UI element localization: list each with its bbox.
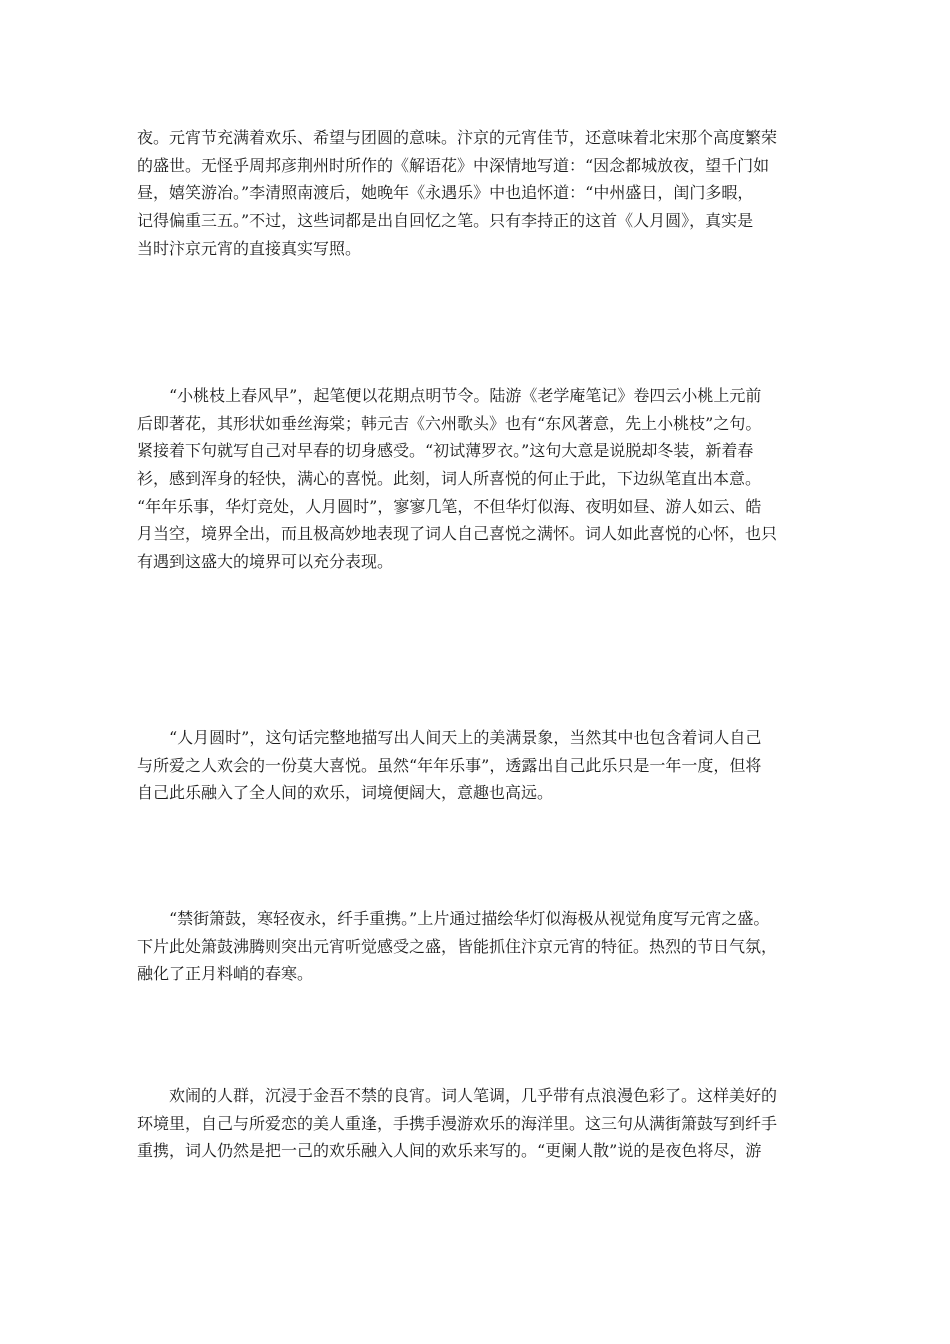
text-line: 重携，词人仍然是把一己的欢乐融入人间的欢乐来写的。“更阑人散”说的是夜色将尽，游 (137, 1141, 762, 1161)
text-line: 记得偏重三五。”不过，这些词都是出自回忆之笔。只有李持正的这首《人月圆》，真实是 (137, 211, 754, 231)
text-line: 衫，感到浑身的轻快，满心的喜悦。此刻，词人所喜悦的何止于此，下边纵笔直出本意。 (137, 469, 762, 489)
text-line: 紧接着下句就写自己对早春的切身感受。“初试薄罗衣。”这句大意是说脱却冬装，新着春 (137, 441, 754, 461)
text-line: “人月圆时”，这句话完整地描写出人间天上的美满景象，当然其中也包含着词人自己 (137, 728, 762, 747)
text-line: “年年乐事，华灯竞处，人月圆时”，寥寥几笔，不但华灯似海、夜明如昼、游人如云、皓 (137, 496, 762, 516)
paragraph-5 (137, 1082, 817, 1165)
text-line: 自己此乐融入了全人间的欢乐，词境便阔大，意趣也高远。 (137, 783, 554, 803)
text-line: 环境里，自己与所爱恋的美人重逢，手携手漫游欢乐的海洋里。这三句从满街箫鼓写到纤手 (137, 1113, 778, 1133)
text-line: 有遇到这盛大的境界可以充分表现。 (137, 552, 394, 572)
text-line: 后即著花，其形状如垂丝海棠；韩元吉《六州歌头》也有“东风著意，先上小桃枝”之句。 (137, 413, 762, 433)
text-line: “禁街箫鼓，寒轻夜永，纤手重携。”上片通过描绘华灯似海极从视觉角度写元宵之盛。 (137, 909, 770, 928)
text-line: 昼，嬉笑游冶。”李清照南渡后，她晚年《永遇乐》中也追怀道：“中州盛日，闺门多暇， (137, 183, 754, 203)
text-line: 的盛世。无怪乎周邦彦荆州时所作的《解语花》中深情地写道：“因念都城放夜，望千门如 (137, 155, 770, 175)
text-line: 欢闹的人群，沉浸于金吾不禁的良宵。词人笔调，几乎带有点浪漫色彩了。这样美好的 (137, 1086, 778, 1105)
text-line: 融化了正月料峭的春寒。 (137, 964, 314, 984)
text-line: 月当空，境界全出，而且极高妙地表现了词人自己喜悦之满怀。词人如此喜悦的心怀，也只 (137, 524, 778, 544)
text-line: 夜。元宵节充满着欢乐、希望与团圆的意味。汴京的元宵佳节，还意味着北宋那个高度繁荣 (137, 128, 778, 147)
text-line: 当时汴京元宵的直接真实写照。 (137, 238, 362, 258)
paragraph-2 (137, 382, 817, 576)
paragraph-1 (137, 124, 817, 262)
paragraph-3 (137, 724, 817, 807)
paragraph-4 (137, 905, 817, 988)
text-line: 与所爱之人欢会的一份莫大喜悦。虽然“年年乐事”，透露出自己此乐只是一年一度，但将 (137, 755, 762, 775)
text-line: “小桃枝上春风早”，起笔便以花期点明节令。陆游《老学庵笔记》卷四云小桃上元前 (137, 386, 762, 405)
text-line: 下片此处箫鼓沸腾则突出元宵听觉感受之盛，皆能抓住汴京元宵的特征。热烈的节日气氛， (137, 936, 778, 956)
